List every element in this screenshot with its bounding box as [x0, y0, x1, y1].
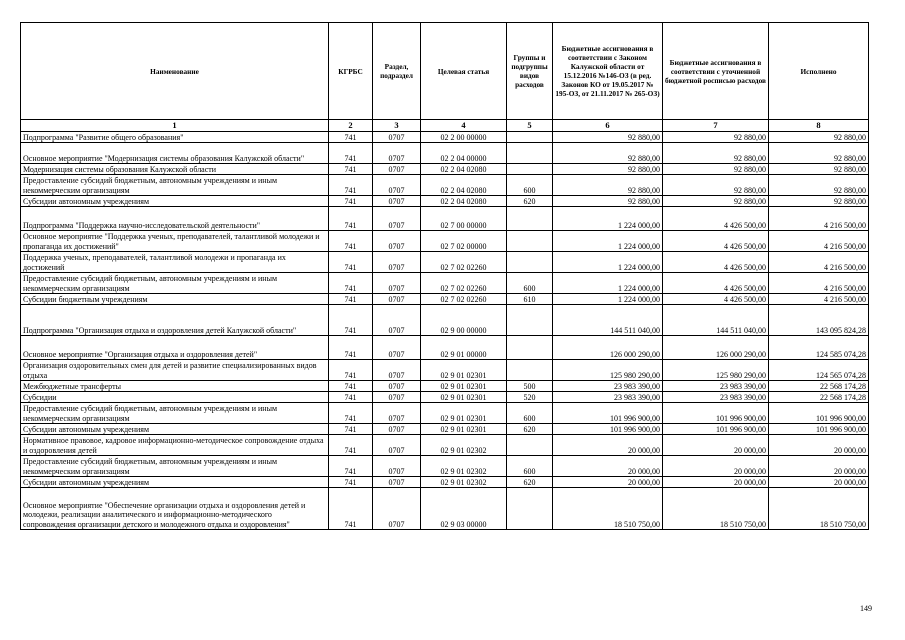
table-cell-section: 0707: [373, 424, 421, 435]
table-row: [21, 252, 869, 273]
table-cell-name: Основное мероприятие "Модернизация системы образования Калужской области": [21, 143, 329, 164]
table-cell-section: 0707: [373, 132, 421, 143]
table-row: [21, 477, 869, 488]
table-cell-group: 520: [507, 392, 553, 403]
table-cell-target: 02 9 01 02302: [421, 477, 507, 488]
table-cell-target: 02 9 01 02301: [421, 360, 507, 381]
table-cell-kgrbs: 741: [329, 488, 373, 530]
table-cell-executed: 22 568 174,28: [769, 392, 869, 403]
table-cell-name: Модернизация системы образования Калужской области: [21, 164, 329, 175]
table-cell-kgrbs: 741: [329, 143, 373, 164]
table-row: [21, 488, 869, 530]
table-cell-name: Подпрограмма "Развитие общего образования": [21, 132, 329, 143]
table-row: [21, 305, 869, 336]
table-cell-law: 1 224 000,00: [553, 207, 663, 231]
table-cell-name: Организация оздоровительных смен для детей и развитие специализированных видов отдыха: [21, 360, 329, 381]
table-cell-name: Основное мероприятие "Поддержка ученых, преподавателей, талантливой молодежи и пропаганда их достижений": [21, 231, 329, 252]
table-cell-kgrbs: 741: [329, 294, 373, 305]
table-row: [21, 132, 869, 143]
table-cell-kgrbs: 741: [329, 381, 373, 392]
header-name: Наименование: [21, 23, 329, 120]
table-cell-section: 0707: [373, 196, 421, 207]
table-cell-group: 600: [507, 273, 553, 294]
table-cell-target: 02 9 01 02301: [421, 392, 507, 403]
table-cell-target: 02 9 01 02302: [421, 456, 507, 477]
table-cell-refined: 92 880,00: [663, 164, 769, 175]
table-cell-refined: 23 983 390,00: [663, 392, 769, 403]
table-cell-law: 1 224 000,00: [553, 294, 663, 305]
table-cell-target: 02 2 04 02080: [421, 175, 507, 196]
table-cell-refined: 92 880,00: [663, 132, 769, 143]
table-cell-group: [507, 164, 553, 175]
table-cell-refined: 4 426 500,00: [663, 252, 769, 273]
table-cell-refined: 4 426 500,00: [663, 207, 769, 231]
table-cell-executed: 124 565 074,28: [769, 360, 869, 381]
column-number: 6: [553, 120, 663, 132]
table-cell-group: [507, 231, 553, 252]
column-number: 1: [21, 120, 329, 132]
table-cell-refined: 126 000 290,00: [663, 336, 769, 360]
table-cell-group: [507, 132, 553, 143]
table-cell-refined: 125 980 290,00: [663, 360, 769, 381]
table-row: [21, 424, 869, 435]
table-cell-executed: 92 880,00: [769, 132, 869, 143]
table-cell-law: 18 510 750,00: [553, 488, 663, 530]
page-number: 149: [860, 604, 872, 613]
table-cell-group: [507, 360, 553, 381]
table-cell-section: 0707: [373, 231, 421, 252]
table-cell-refined: 92 880,00: [663, 175, 769, 196]
table-row: [21, 392, 869, 403]
table-cell-section: 0707: [373, 477, 421, 488]
table-cell-refined: 23 983 390,00: [663, 381, 769, 392]
table-row: [21, 360, 869, 381]
table-cell-executed: 4 216 500,00: [769, 273, 869, 294]
column-number: 7: [663, 120, 769, 132]
table-cell-target: 02 2 04 00000: [421, 143, 507, 164]
table-cell-section: 0707: [373, 273, 421, 294]
table-cell-name: Нормативное правовое, кадровое информационно-методическое сопровождение отдыха и оздоровления детей: [21, 435, 329, 456]
table-cell-executed: 20 000,00: [769, 477, 869, 488]
table-cell-name: Субсидии автономным учреждениям: [21, 196, 329, 207]
table-cell-law: 20 000,00: [553, 456, 663, 477]
table-cell-group: 610: [507, 294, 553, 305]
table-cell-kgrbs: 741: [329, 164, 373, 175]
table-cell-name: Субсидии: [21, 392, 329, 403]
table-cell-kgrbs: 741: [329, 336, 373, 360]
header-row: [21, 23, 869, 120]
table-row: [21, 207, 869, 231]
table-cell-name: Подпрограмма "Поддержка научно-исследовательской деятельности": [21, 207, 329, 231]
table-row: [21, 273, 869, 294]
table-cell-executed: 124 585 074,28: [769, 336, 869, 360]
table-cell-name: Основное мероприятие "Организация отдыха и оздоровления детей": [21, 336, 329, 360]
header-law-appropriations: Бюджетные ассигнования в соответствии с Законом Калужской области от 15.12.2016 №146-ОЗ (в ред. Законов КО от 19.05.2017 № 195-ОЗ, от 21.11.2017 № 265-ОЗ): [553, 23, 663, 120]
table-cell-executed: 4 216 500,00: [769, 207, 869, 231]
table-row: [21, 336, 869, 360]
table-cell-group: [507, 305, 553, 336]
table-cell-executed: 18 510 750,00: [769, 488, 869, 530]
table-cell-kgrbs: 741: [329, 207, 373, 231]
table-cell-group: [507, 336, 553, 360]
table-cell-law: 126 000 290,00: [553, 336, 663, 360]
table-cell-refined: 144 511 040,00: [663, 305, 769, 336]
header-kgrbs: КГРБС: [329, 23, 373, 120]
table-cell-section: 0707: [373, 305, 421, 336]
table-cell-section: 0707: [373, 143, 421, 164]
table-cell-name: Предоставление субсидий бюджетным, автономным учреждениям и иным некоммерческим организациям: [21, 456, 329, 477]
table-cell-section: 0707: [373, 360, 421, 381]
table-cell-executed: 92 880,00: [769, 175, 869, 196]
table-row: [21, 456, 869, 477]
table-cell-name: Подпрограмма "Организация отдыха и оздоровления детей Калужской области": [21, 305, 329, 336]
table-cell-kgrbs: 741: [329, 305, 373, 336]
column-number: 3: [373, 120, 421, 132]
table-cell-target: 02 9 03 00000: [421, 488, 507, 530]
table-cell-refined: 101 996 900,00: [663, 403, 769, 424]
table-cell-target: 02 2 04 02080: [421, 164, 507, 175]
table-row: [21, 294, 869, 305]
table-cell-executed: 143 095 824,28: [769, 305, 869, 336]
table-cell-group: 600: [507, 456, 553, 477]
table-cell-law: 92 880,00: [553, 143, 663, 164]
table-cell-law: 101 996 900,00: [553, 403, 663, 424]
table-cell-name: Предоставление субсидий бюджетным, автономным учреждениям и иным некоммерческим организациям: [21, 403, 329, 424]
table-row: [21, 164, 869, 175]
table-cell-kgrbs: 741: [329, 360, 373, 381]
table-cell-target: 02 7 02 02260: [421, 294, 507, 305]
header-target: Целевая статья: [421, 23, 507, 120]
table-cell-name: Предоставление субсидий бюджетным, автономным учреждениям и иным некоммерческим организациям: [21, 273, 329, 294]
table-row: [21, 381, 869, 392]
table-cell-refined: 18 510 750,00: [663, 488, 769, 530]
table-cell-kgrbs: 741: [329, 273, 373, 294]
table-cell-law: 1 224 000,00: [553, 252, 663, 273]
table-cell-kgrbs: 741: [329, 392, 373, 403]
table-cell-law: 92 880,00: [553, 132, 663, 143]
table-cell-law: 20 000,00: [553, 477, 663, 488]
table-cell-kgrbs: 741: [329, 196, 373, 207]
table-cell-law: 1 224 000,00: [553, 273, 663, 294]
table-cell-target: 02 9 01 02301: [421, 403, 507, 424]
table-cell-executed: 4 216 500,00: [769, 231, 869, 252]
table-cell-group: 620: [507, 424, 553, 435]
table-cell-group: 620: [507, 477, 553, 488]
table-cell-law: 92 880,00: [553, 196, 663, 207]
table-cell-section: 0707: [373, 403, 421, 424]
table-cell-group: [507, 207, 553, 231]
table-cell-target: 02 9 00 00000: [421, 305, 507, 336]
table-cell-name: Межбюджетные трансферты: [21, 381, 329, 392]
table-cell-law: 125 980 290,00: [553, 360, 663, 381]
table-cell-law: 1 224 000,00: [553, 231, 663, 252]
table-cell-executed: 20 000,00: [769, 456, 869, 477]
table-cell-section: 0707: [373, 207, 421, 231]
table-cell-section: 0707: [373, 435, 421, 456]
column-number-row: [21, 120, 869, 132]
table-cell-executed: 92 880,00: [769, 143, 869, 164]
table-cell-executed: 20 000,00: [769, 435, 869, 456]
table-cell-group: [507, 435, 553, 456]
table-cell-law: 101 996 900,00: [553, 424, 663, 435]
table-cell-group: 600: [507, 175, 553, 196]
table-cell-refined: 92 880,00: [663, 196, 769, 207]
table-cell-law: 23 983 390,00: [553, 381, 663, 392]
table-cell-group: 600: [507, 403, 553, 424]
table-cell-executed: 4 216 500,00: [769, 252, 869, 273]
table-cell-section: 0707: [373, 294, 421, 305]
table-cell-group: 500: [507, 381, 553, 392]
table-cell-section: 0707: [373, 456, 421, 477]
column-number: 8: [769, 120, 869, 132]
table-cell-law: 92 880,00: [553, 175, 663, 196]
table-cell-group: [507, 488, 553, 530]
table-cell-section: 0707: [373, 488, 421, 530]
table-cell-executed: 92 880,00: [769, 196, 869, 207]
table-cell-target: 02 7 02 02260: [421, 252, 507, 273]
table-cell-target: 02 2 04 02080: [421, 196, 507, 207]
table-cell-kgrbs: 741: [329, 456, 373, 477]
table-row: [21, 435, 869, 456]
header-executed: Исполнено: [769, 23, 869, 120]
table-cell-section: 0707: [373, 381, 421, 392]
table-cell-kgrbs: 741: [329, 403, 373, 424]
table-cell-kgrbs: 741: [329, 132, 373, 143]
table-cell-group: [507, 252, 553, 273]
table-cell-executed: 101 996 900,00: [769, 424, 869, 435]
table-cell-kgrbs: 741: [329, 175, 373, 196]
table-cell-target: 02 7 02 00000: [421, 231, 507, 252]
column-number: 2: [329, 120, 373, 132]
table-cell-executed: 92 880,00: [769, 164, 869, 175]
table-cell-target: 02 9 01 02302: [421, 435, 507, 456]
table-cell-name: Субсидии автономным учреждениям: [21, 477, 329, 488]
table-cell-law: 144 511 040,00: [553, 305, 663, 336]
table-cell-kgrbs: 741: [329, 435, 373, 456]
table-row: [21, 175, 869, 196]
table-cell-refined: 4 426 500,00: [663, 294, 769, 305]
table-cell-refined: 20 000,00: [663, 435, 769, 456]
column-number: 4: [421, 120, 507, 132]
table-cell-law: 20 000,00: [553, 435, 663, 456]
table-cell-name: Основное мероприятие "Обеспечение организации отдыха и оздоровления детей и молодежи, реализации аналитического и информационно-методического сопровождения организации детского и молодежного отдыха и оздоровления": [21, 488, 329, 530]
header-groups: Группы и подгруппы видов расходов: [507, 23, 553, 120]
table-cell-target: 02 7 02 02260: [421, 273, 507, 294]
table-cell-name: Субсидии бюджетным учреждениям: [21, 294, 329, 305]
table-cell-section: 0707: [373, 392, 421, 403]
table-cell-refined: 20 000,00: [663, 456, 769, 477]
table-cell-group: [507, 143, 553, 164]
table-cell-refined: 4 426 500,00: [663, 231, 769, 252]
table-cell-section: 0707: [373, 175, 421, 196]
table-cell-executed: 4 216 500,00: [769, 294, 869, 305]
table-cell-target: 02 9 01 02301: [421, 381, 507, 392]
table-cell-section: 0707: [373, 336, 421, 360]
table-row: [21, 143, 869, 164]
table-cell-refined: 101 996 900,00: [663, 424, 769, 435]
table-cell-target: 02 2 00 00000: [421, 132, 507, 143]
table-cell-kgrbs: 741: [329, 424, 373, 435]
table-cell-group: 620: [507, 196, 553, 207]
table-row: [21, 196, 869, 207]
table-cell-law: 23 983 390,00: [553, 392, 663, 403]
table-row: [21, 231, 869, 252]
table-cell-executed: 22 568 174,28: [769, 381, 869, 392]
table-body: [21, 132, 869, 530]
table-cell-kgrbs: 741: [329, 252, 373, 273]
table-cell-section: 0707: [373, 164, 421, 175]
table-cell-name: Поддержка ученых, преподавателей, талантливой молодежи и пропаганда их достижений: [21, 252, 329, 273]
table-cell-kgrbs: 741: [329, 231, 373, 252]
table-cell-name: Предоставление субсидий бюджетным, автономным учреждениям и иным некоммерческим организациям: [21, 175, 329, 196]
table-cell-executed: 101 996 900,00: [769, 403, 869, 424]
table-cell-refined: 92 880,00: [663, 143, 769, 164]
table-cell-law: 92 880,00: [553, 164, 663, 175]
table-cell-target: 02 9 01 00000: [421, 336, 507, 360]
table-cell-name: Субсидии автономным учреждениям: [21, 424, 329, 435]
table-cell-refined: 4 426 500,00: [663, 273, 769, 294]
table-row: [21, 403, 869, 424]
table-cell-refined: 20 000,00: [663, 477, 769, 488]
header-section: Раздел, подраздел: [373, 23, 421, 120]
budget-table: [20, 22, 869, 530]
column-number: 5: [507, 120, 553, 132]
table-cell-kgrbs: 741: [329, 477, 373, 488]
header-refined-appropriations: Бюджетные ассигнования в соответствии с уточненной бюджетной росписью расходов: [663, 23, 769, 120]
table-cell-target: 02 9 01 02301: [421, 424, 507, 435]
table-cell-target: 02 7 00 00000: [421, 207, 507, 231]
table-cell-section: 0707: [373, 252, 421, 273]
